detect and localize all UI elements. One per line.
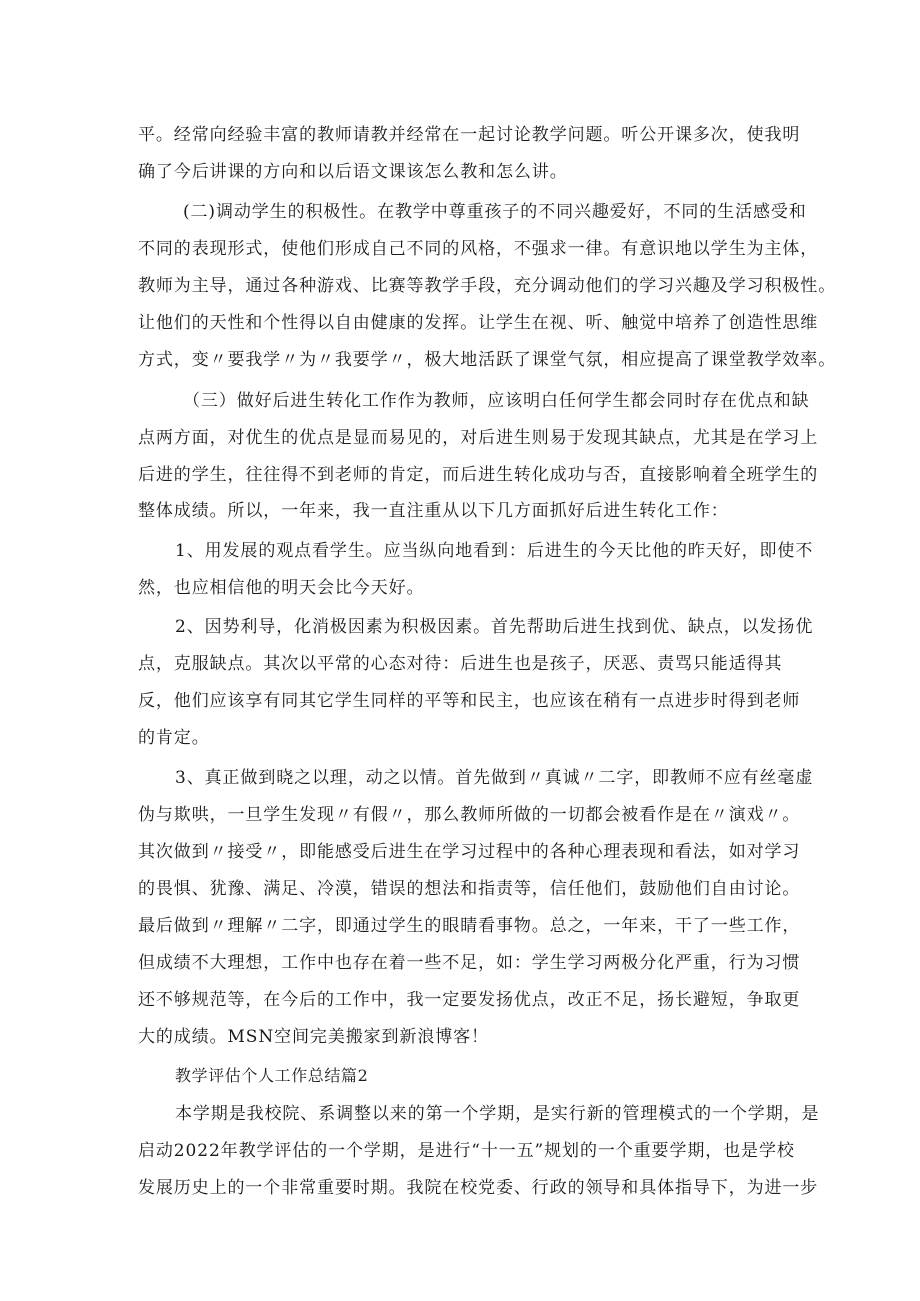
text-line: 3、真正做到晓之以理，动之以情。首先做到〃真诚〃二字，即教师不应有丝毫虚 bbox=[175, 768, 814, 788]
text-line: 其次做到〃接受〃，即能感受后进生在学习过程中的各种心理表现和看法，如对学习 bbox=[138, 842, 801, 862]
text-line: 发展历史上的一个非常重要时期。我院在校党委、行政的领导和具体指导下，为进一步 bbox=[138, 1178, 819, 1198]
section-heading: 教学评估个人工作总结篇2 bbox=[175, 1066, 369, 1085]
text-line: 平。经常向经验丰富的教师请教并经常在一起讨论教学问题。听公开课多次，使我明 bbox=[138, 125, 801, 145]
text-line: 点两方面，对优生的优点是显而易见的，对后进生则易于发现其缺点，尤其是在学习上 bbox=[138, 428, 819, 448]
text-line: 确了今后讲课的方向和以后语文课该怎么教和怎么讲。 bbox=[138, 162, 568, 182]
text-line: 然，也应相信他的明天会比今天好。 bbox=[138, 578, 425, 598]
text-line: 教师为主导，通过各种游戏、比赛等教学手段，充分调动他们的学习兴趣及学习积极性。 bbox=[138, 276, 837, 296]
text-line: 伪与欺哄，一旦学生发现〃有假〃，那么教师所做的一切都会被看作是在〃演戏〃。 bbox=[138, 805, 801, 825]
text-line: 反，他们应该享有同其它学生同样的平等和民主，也应该在稍有一点进步时得到老师 bbox=[138, 691, 801, 711]
text-line: 点，克服缺点。其次以平常的心态对待：后进生也是孩子，厌恶、责骂只能适得其 bbox=[138, 654, 783, 674]
text-line: 大的成绩。MSN空间完美搬家到新浪博客！ bbox=[138, 1027, 489, 1047]
text-line: （三）做好后进生转化工作作为教师，应该明白任何学生都会同时存在优点和缺 bbox=[183, 391, 810, 411]
text-line: 本学期是我校院、系调整以来的第一个学期，是实行新的管理模式的一个学期，是 bbox=[175, 1104, 820, 1124]
text-line: 最后做到〃理解〃二字，即通过学生的眼睛看事物。总之，一年来，干了一些工作， bbox=[138, 916, 801, 936]
text-line: 但成绩不大理想，工作中也存在着一些不足，如：学生学习两极分化严重，行为习惯 bbox=[138, 953, 801, 973]
text-line: 2、因势利导，化消极因素为积极因素。首先帮助后进生找到优、缺点，以发扬优 bbox=[175, 617, 814, 637]
text-line: 1、用发展的观点看学生。应当纵向地看到：后进生的今天比他的昨天好，即使不 bbox=[175, 541, 814, 561]
text-line: 整体成绩。所以，一年来，我一直注重从以下几方面抓好后进生转化工作： bbox=[138, 501, 729, 521]
text-line: 的肯定。 bbox=[138, 728, 210, 748]
text-line: 让他们的天性和个性得以自由健康的发挥。让学生在视、听、触觉中培养了创造性思维 bbox=[138, 313, 819, 333]
text-line: 的畏惧、犹豫、满足、冷漠，错误的想法和指责等，信任他们，鼓励他们自由讨论。 bbox=[138, 879, 801, 899]
text-line: 不同的表现形式，使他们形成自己不同的风格，不强求一律。有意识地以学生为主体， bbox=[138, 239, 819, 259]
text-line: (二)调动学生的积极性。在教学中尊重孩子的不同兴趣爱好，不同的生活感受和 bbox=[183, 202, 807, 222]
text-line: 后进的学生，往往得不到老师的肯定，而后进生转化成功与否，直接影响着全班学生的 bbox=[138, 465, 819, 485]
text-line: 方式，变〃要我学〃为〃我要学〃，极大地活跃了课堂气氛，相应提高了课堂教学效率。 bbox=[138, 350, 837, 370]
text-line: 启动2022年教学评估的一个学期，是进行“十一五”规划的一个重要学期，也是学校 bbox=[138, 1141, 795, 1161]
text-line: 还不够规范等，在今后的工作中，我一定要发扬优点，改正不足，扬长避短，争取更 bbox=[138, 990, 801, 1010]
